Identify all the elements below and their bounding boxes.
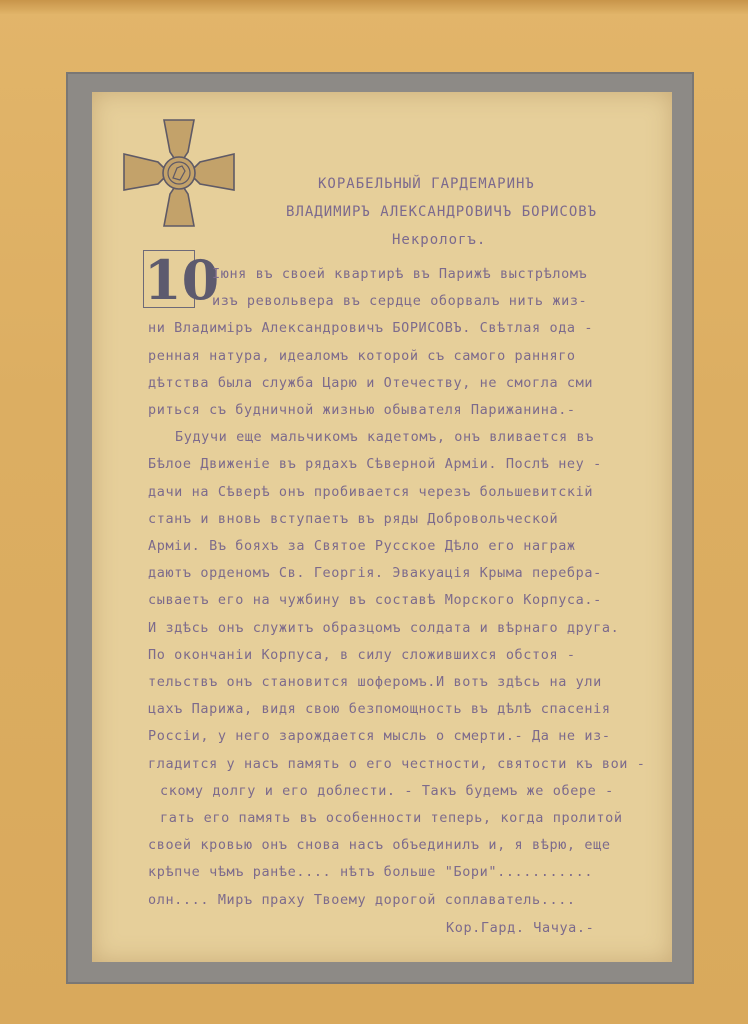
body-line: По окончаніи Корпуса, в силу сложившихся обстоя - [148,647,576,663]
signature: Кор.Гард. Чачуа.- [446,920,595,936]
body-line: своей кровью онъ снова насъ объединилъ и, я вѣрю, еще [148,837,611,853]
heading-line-3: Некрологъ. [392,232,487,248]
body-line: риться съ будничной жизнью обывателя Парижанина.- [148,402,576,418]
body-line: гладится у насъ память о его честности, святости къ вои - [148,756,646,772]
body-line: ренная натура, идеаломъ которой съ самого ранняго [148,348,576,364]
heading-line-1: КОРАБЕЛЬНЫЙ ГАРДЕМАРИНЪ [318,176,535,192]
body-line: гать его память въ особенности теперь, когда пролитой [160,810,623,826]
body-line: Іюня въ своей квартирѣ въ Парижѣ выстрѣломъ [212,266,588,282]
body-line: крѣпче чѣмъ ранѣе.... нѣтъ больше "Бори"........... [148,864,594,880]
body-line: олн.... Миръ праху Твоему дорогой соплаватель.... [148,892,576,908]
body-line: тельствъ онъ становится шоферомъ.И вотъ здѣсь на ули [148,674,602,690]
body-line: Бѣлое Движеніе въ рядахъ Сѣверной Арміи. Послѣ неу - [148,456,602,472]
body-line: даютъ орденомъ Св. Георгія. Эвакуація Крыма перебра- [148,565,602,581]
body-line: И здѣсь онъ служитъ образцомъ солдата и вѣрнаго друга. [148,620,620,636]
st-george-cross-icon [122,118,236,228]
body-line: станъ и вновь вступаетъ въ ряды Добровольческой [148,511,559,527]
body-line: изъ револьвера въ сердце оборвалъ нить жиз- [212,293,588,309]
body-line: Будучи еще мальчикомъ кадетомъ, онъ вливается въ [175,429,594,445]
body-line: Россіи, у него зарождается мысль о смерти.- Да не из- [148,728,611,744]
drop-cap: 10 [144,248,220,312]
body-line: сываетъ его на чужбину въ составѣ Морского Корпуса.- [148,592,602,608]
body-line: Арміи. Въ бояхъ за Святое Русское Дѣло его награж [148,538,576,554]
body-line: цахъ Парижа, видя свою безпомощность въ дѣлѣ спасенія [148,701,611,717]
body-line: дѣтства была служба Царю и Отечеству, не смогла сми [148,375,594,391]
body-line: ни Владиміръ Александровичъ БОРИСОВЪ. Свѣтлая ода - [148,320,594,336]
heading-line-2: ВЛАДИМИРЪ АЛЕКСАНДРОВИЧЪ БОРИСОВЪ [286,204,598,220]
body-line: дачи на Сѣверѣ онъ пробивается черезъ большевитскій [148,484,594,500]
paper-top-edge [0,0,748,14]
body-line: скому долгу и его доблести. - Такъ будемъ же обере - [160,783,614,799]
